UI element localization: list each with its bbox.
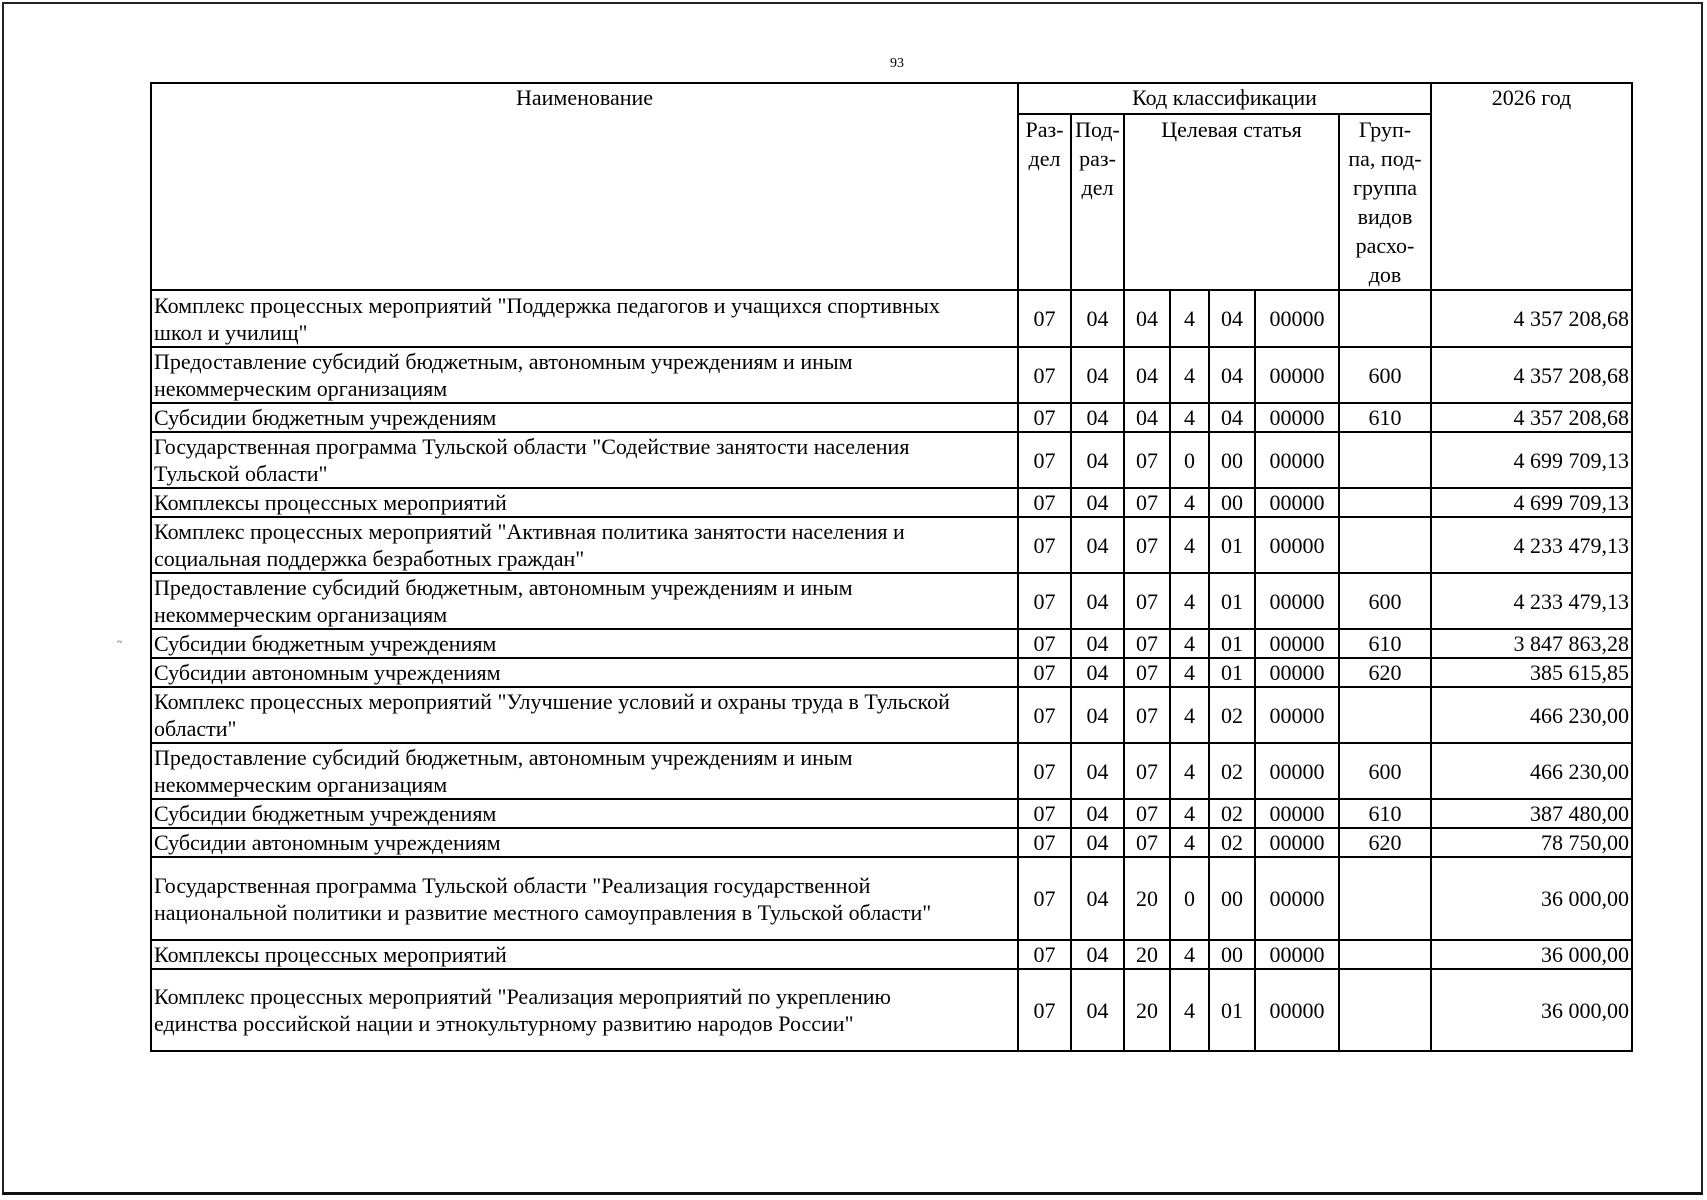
cell-podrazdel: 04 <box>1071 432 1124 488</box>
cell-name <box>151 799 1018 828</box>
table-row <box>151 347 1632 403</box>
cell-target-direction: 00000 <box>1255 347 1339 403</box>
cell-razdel: 07 <box>1018 969 1071 1051</box>
table-row <box>151 687 1632 743</box>
cell-target-type: 4 <box>1170 687 1209 743</box>
cell-razdel: 07 <box>1018 403 1071 432</box>
cell-name-line: Комплекс процессных мероприятий "Реализация мероприятий по укреплению <box>154 984 891 1009</box>
header-code-group: Код классификации <box>1018 83 1431 114</box>
cell-name-line: Комплекс процессных мероприятий "Активная политика занятости населения и <box>154 519 905 544</box>
cell-target-direction: 00000 <box>1255 828 1339 857</box>
cell-target-direction: 00000 <box>1255 743 1339 799</box>
table-row <box>151 969 1632 1051</box>
table-row <box>151 743 1632 799</box>
cell-target-complex: 02 <box>1209 687 1255 743</box>
cell-target-direction: 00000 <box>1255 629 1339 658</box>
cell-target-program: 20 <box>1124 940 1170 969</box>
cell-target-complex: 01 <box>1209 573 1255 629</box>
cell-target-type: 4 <box>1170 403 1209 432</box>
cell-podrazdel: 04 <box>1071 488 1124 517</box>
cell-name <box>151 658 1018 687</box>
header-expense-group-line: видов <box>1357 204 1413 229</box>
cell-expense-group <box>1339 940 1431 969</box>
cell-target-complex: 01 <box>1209 517 1255 573</box>
cell-target-complex: 02 <box>1209 828 1255 857</box>
page-number: 93 <box>890 56 904 71</box>
cell-podrazdel: 04 <box>1071 290 1124 347</box>
cell-amount: 3 847 863,28 <box>1431 629 1632 658</box>
cell-name <box>151 573 1018 629</box>
cell-target-program: 07 <box>1124 743 1170 799</box>
cell-target-direction: 00000 <box>1255 290 1339 347</box>
cell-amount: 36 000,00 <box>1431 940 1632 969</box>
cell-target-direction: 00000 <box>1255 573 1339 629</box>
cell-target-direction: 00000 <box>1255 488 1339 517</box>
cell-target-type: 4 <box>1170 573 1209 629</box>
cell-target-program: 07 <box>1124 573 1170 629</box>
cell-razdel: 07 <box>1018 488 1071 517</box>
cell-name <box>151 743 1018 799</box>
cell-name-line: некоммерческим организациям <box>154 602 448 627</box>
cell-name <box>151 517 1018 573</box>
cell-target-type: 4 <box>1170 940 1209 969</box>
cell-amount: 385 615,85 <box>1431 658 1632 687</box>
cell-target-direction: 00000 <box>1255 969 1339 1051</box>
table-row <box>151 658 1632 687</box>
table-row <box>151 629 1632 658</box>
cell-name-line: единства российской нации и этнокультурному развитию народов России" <box>154 1011 854 1036</box>
cell-target-direction: 00000 <box>1255 432 1339 488</box>
cell-target-type: 4 <box>1170 488 1209 517</box>
cell-name <box>151 403 1018 432</box>
cell-target-type: 4 <box>1170 517 1209 573</box>
table-row <box>151 573 1632 629</box>
header-year: 2026 год <box>1431 83 1632 290</box>
cell-podrazdel: 04 <box>1071 743 1124 799</box>
cell-target-program: 07 <box>1124 687 1170 743</box>
table-row <box>151 857 1632 940</box>
cell-target-complex: 00 <box>1209 940 1255 969</box>
cell-amount: 4 357 208,68 <box>1431 403 1632 432</box>
header-target-article: Целевая статья <box>1124 114 1339 290</box>
cell-razdel: 07 <box>1018 517 1071 573</box>
table-row <box>151 403 1632 432</box>
header-subsection <box>1071 114 1124 290</box>
cell-podrazdel: 04 <box>1071 658 1124 687</box>
table-row <box>151 940 1632 969</box>
cell-expense-group <box>1339 517 1431 573</box>
table-row <box>151 290 1632 347</box>
cell-name-line: Комплекс процессных мероприятий "Улучшение условий и охраны труда в Тульской <box>154 689 950 714</box>
cell-target-complex: 00 <box>1209 857 1255 940</box>
cell-name <box>151 857 1018 940</box>
cell-target-program: 20 <box>1124 969 1170 1051</box>
cell-amount: 466 230,00 <box>1431 743 1632 799</box>
cell-target-type: 4 <box>1170 290 1209 347</box>
cell-podrazdel: 04 <box>1071 969 1124 1051</box>
header-subsection-line: дел <box>1081 175 1114 200</box>
cell-expense-group: 620 <box>1339 828 1431 857</box>
cell-target-complex: 02 <box>1209 743 1255 799</box>
cell-name-line: Предоставление субсидий бюджетным, автономным учреждениям и иным <box>154 575 853 600</box>
cell-name-line: Субсидии автономным учреждениям <box>154 660 501 685</box>
cell-razdel: 07 <box>1018 290 1071 347</box>
cell-expense-group <box>1339 432 1431 488</box>
header-expense-group-line: группа <box>1352 175 1418 200</box>
cell-expense-group <box>1339 687 1431 743</box>
table-row <box>151 517 1632 573</box>
cell-target-type: 4 <box>1170 658 1209 687</box>
cell-target-type: 4 <box>1170 799 1209 828</box>
cell-podrazdel: 04 <box>1071 347 1124 403</box>
cell-name <box>151 290 1018 347</box>
cell-target-complex: 01 <box>1209 969 1255 1051</box>
header-section <box>1018 114 1071 290</box>
cell-name <box>151 687 1018 743</box>
cell-target-program: 07 <box>1124 488 1170 517</box>
cell-expense-group: 600 <box>1339 743 1431 799</box>
cell-name-line: школ и училищ" <box>154 319 308 345</box>
cell-expense-group <box>1339 969 1431 1051</box>
cell-target-program: 04 <box>1124 403 1170 432</box>
cell-podrazdel: 04 <box>1071 687 1124 743</box>
cell-name <box>151 969 1018 1051</box>
cell-name-line: Комплексы процессных мероприятий <box>154 942 507 967</box>
cell-expense-group <box>1339 857 1431 940</box>
cell-podrazdel: 04 <box>1071 799 1124 828</box>
cell-razdel: 07 <box>1018 432 1071 488</box>
cell-name <box>151 828 1018 857</box>
cell-name <box>151 940 1018 969</box>
cell-amount: 36 000,00 <box>1431 969 1632 1051</box>
cell-target-program: 07 <box>1124 799 1170 828</box>
cell-target-program: 07 <box>1124 629 1170 658</box>
cell-target-type: 4 <box>1170 629 1209 658</box>
cell-amount: 4 357 208,68 <box>1431 290 1632 347</box>
cell-name-line: Субсидии бюджетным учреждениям <box>154 631 497 656</box>
cell-razdel: 07 <box>1018 940 1071 969</box>
cell-amount: 4 699 709,13 <box>1431 432 1632 488</box>
cell-podrazdel: 04 <box>1071 828 1124 857</box>
header-expense-group-line: па, под- <box>1348 146 1422 171</box>
cell-name-line: Комплексы процессных мероприятий <box>154 490 507 515</box>
cell-name-line: Субсидии бюджетным учреждениям <box>154 405 497 430</box>
cell-name-line: Комплекс процессных мероприятий "Поддержка педагогов и учащихся спортивных <box>154 292 940 318</box>
header-expense-group <box>1339 114 1431 290</box>
cell-amount: 4 357 208,68 <box>1431 347 1632 403</box>
cell-expense-group: 600 <box>1339 573 1431 629</box>
cell-podrazdel: 04 <box>1071 629 1124 658</box>
header-section-line: дел <box>1028 146 1061 171</box>
cell-name-line: Предоставление субсидий бюджетным, автономным учреждениям и иным <box>154 745 853 770</box>
cell-target-direction: 00000 <box>1255 658 1339 687</box>
cell-target-program: 07 <box>1124 432 1170 488</box>
table-body <box>151 290 1632 1051</box>
header-name: Наименование <box>151 83 1018 290</box>
cell-name <box>151 347 1018 403</box>
cell-razdel: 07 <box>1018 347 1071 403</box>
cell-name-line: национальной политики и развитие местного самоуправления в Тульской области" <box>154 899 932 925</box>
table-row <box>151 799 1632 828</box>
cell-target-complex: 00 <box>1209 432 1255 488</box>
table-row <box>151 828 1632 857</box>
cell-name-line: Государственная программа Тульской области "Реализация государственной <box>154 872 871 898</box>
header-subsection-line: раз- <box>1079 146 1116 171</box>
header-expense-group-line: дов <box>1368 262 1402 287</box>
cell-razdel: 07 <box>1018 573 1071 629</box>
cell-expense-group: 610 <box>1339 799 1431 828</box>
cell-razdel: 07 <box>1018 857 1071 940</box>
cell-target-direction: 00000 <box>1255 799 1339 828</box>
cell-name <box>151 488 1018 517</box>
cell-expense-group: 610 <box>1339 629 1431 658</box>
cell-expense-group <box>1339 488 1431 517</box>
budget-table <box>150 82 1633 1052</box>
cell-name-line: Субсидии автономным учреждениям <box>154 830 501 855</box>
header-expense-group-line: расхо- <box>1355 233 1415 258</box>
cell-target-direction: 00000 <box>1255 517 1339 573</box>
cell-target-program: 20 <box>1124 857 1170 940</box>
cell-target-complex: 04 <box>1209 403 1255 432</box>
cell-target-type: 4 <box>1170 969 1209 1051</box>
cell-podrazdel: 04 <box>1071 403 1124 432</box>
cell-expense-group: 600 <box>1339 347 1431 403</box>
header-section-line: Раз- <box>1025 117 1064 142</box>
cell-amount: 4 699 709,13 <box>1431 488 1632 517</box>
cell-amount: 387 480,00 <box>1431 799 1632 828</box>
cell-podrazdel: 04 <box>1071 940 1124 969</box>
cell-name <box>151 432 1018 488</box>
cell-target-type: 4 <box>1170 828 1209 857</box>
cell-expense-group <box>1339 290 1431 347</box>
cell-target-program: 07 <box>1124 828 1170 857</box>
table-row <box>151 488 1632 517</box>
cell-expense-group: 610 <box>1339 403 1431 432</box>
cell-name <box>151 629 1018 658</box>
cell-target-complex: 00 <box>1209 488 1255 517</box>
cell-target-direction: 00000 <box>1255 403 1339 432</box>
cell-target-complex: 01 <box>1209 658 1255 687</box>
cell-name-line: Тульской области" <box>154 461 328 486</box>
cell-target-type: 0 <box>1170 432 1209 488</box>
cell-razdel: 07 <box>1018 658 1071 687</box>
cell-razdel: 07 <box>1018 687 1071 743</box>
cell-amount: 78 750,00 <box>1431 828 1632 857</box>
cell-name-line: Субсидии бюджетным учреждениям <box>154 801 497 826</box>
cell-target-type: 4 <box>1170 743 1209 799</box>
cell-target-complex: 04 <box>1209 347 1255 403</box>
cell-name-line: Государственная программа Тульской области "Содействие занятости населения <box>154 434 910 459</box>
cell-podrazdel: 04 <box>1071 857 1124 940</box>
cell-razdel: 07 <box>1018 828 1071 857</box>
cell-target-program: 07 <box>1124 658 1170 687</box>
cell-target-complex: 01 <box>1209 629 1255 658</box>
cell-target-program: 07 <box>1124 517 1170 573</box>
cell-target-direction: 00000 <box>1255 857 1339 940</box>
cell-name-line: Предоставление субсидий бюджетным, автономным учреждениям и иным <box>154 349 853 374</box>
header-subsection-line: Под- <box>1075 117 1120 142</box>
cell-razdel: 07 <box>1018 743 1071 799</box>
cell-amount: 36 000,00 <box>1431 857 1632 940</box>
cell-razdel: 07 <box>1018 799 1071 828</box>
cell-target-direction: 00000 <box>1255 687 1339 743</box>
cell-target-direction: 00000 <box>1255 940 1339 969</box>
cell-target-complex: 02 <box>1209 799 1255 828</box>
cell-name-line: области" <box>154 716 237 741</box>
cell-target-type: 0 <box>1170 857 1209 940</box>
cell-amount: 4 233 479,13 <box>1431 573 1632 629</box>
cell-razdel: 07 <box>1018 629 1071 658</box>
cell-name-line: социальная поддержка безработных граждан" <box>154 546 585 571</box>
cell-podrazdel: 04 <box>1071 517 1124 573</box>
stray-mark: ~ <box>117 637 123 648</box>
cell-target-program: 04 <box>1124 290 1170 347</box>
cell-amount: 4 233 479,13 <box>1431 517 1632 573</box>
cell-podrazdel: 04 <box>1071 573 1124 629</box>
cell-target-type: 4 <box>1170 347 1209 403</box>
cell-target-program: 04 <box>1124 347 1170 403</box>
table-row <box>151 432 1632 488</box>
header-expense-group-line: Груп- <box>1358 117 1412 142</box>
cell-name-line: некоммерческим организациям <box>154 772 448 797</box>
cell-amount: 466 230,00 <box>1431 687 1632 743</box>
cell-target-complex: 04 <box>1209 290 1255 347</box>
cell-expense-group: 620 <box>1339 658 1431 687</box>
cell-name-line: некоммерческим организациям <box>154 376 448 401</box>
